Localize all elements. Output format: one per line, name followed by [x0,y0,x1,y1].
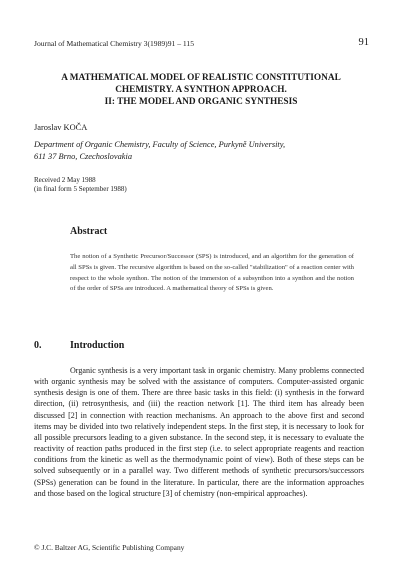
received-dates [34,176,127,195]
title-line-1: A MATHEMATICAL MODEL OF REALISTIC CONSTITUTIONAL [61,73,341,83]
copyright-footer: © J.C. Baltzer AG, Scientific Publishing Company [34,543,185,552]
received-date: Received 2 May 1988 [34,176,96,184]
paper-title [40,72,362,109]
title-line-3: II: THE MODEL AND ORGANIC SYNTHESIS [104,97,298,108]
section-number: 0. [34,340,42,351]
title-line-2: CHEMISTRY. A SYNTHON APPROACH. [115,85,287,96]
abstract-text: The notion of a Synthetic Precursor/Successor (SPS) is introduced, and an algorithm for the generation of all SPSs is given. The recursive algorithm is based on the so-called "stabilization" of a reaction center with respect to the whole synthon. The notion of the immersion of a subsynthon into a synthon and the notion of the order of SPSs are introduced. A mathematical theory of SPSs is given. [70,253,354,293]
author-name: Jaroslav KOČA [34,123,88,132]
section-title: Introduction [70,340,125,351]
affiliation-line-1: Department of Organic Chemistry, Faculty of Science, Purkyně University, [34,140,286,149]
final-form-date: (in final form 5 September 1988) [34,185,127,194]
affiliation [34,139,354,162]
section-body-text: Organic synthesis is a very important task in organic chemistry. Many problems connected with organic synthesis may be solved with the assistance of computers. Computer-assisted organic synthesis design is one of them. There are three basic tasks in this field: (i) synthesis in the forward direction, (ii) retrosynthesis, and (iii) the reaction network [1]. The third item has already been discussed [2] in connection with reaction mechanisms. An approach to the above first and second items may be divided into two relatively independent steps. In the first step, it is necessary to look for all possible precursors leading to a given substance. In the second step, it is necessary to evaluate the reactivity of reaction paths produced in the first step (i.e. to select appropriate reagents and reaction conditions from the kinetic as well as the thermodynamic point of view). Both of these steps can be solved subsequently or in a parallel way. Two different methods of synthetic precursors/successors (SPSs) generation can be found in the literature. In particular, there are the information approaches and those based on the logical structure [3] of chemistry (non-empirical approaches). [34,366,364,498]
abstract-heading: Abstract [70,226,108,237]
affiliation-line-2: 611 37 Brno, Czechoslovakia [34,151,133,161]
journal-citation: Journal of Mathematical Chemistry 3(1989)91 – 115 [34,39,194,48]
page-number: 91 [358,37,369,48]
